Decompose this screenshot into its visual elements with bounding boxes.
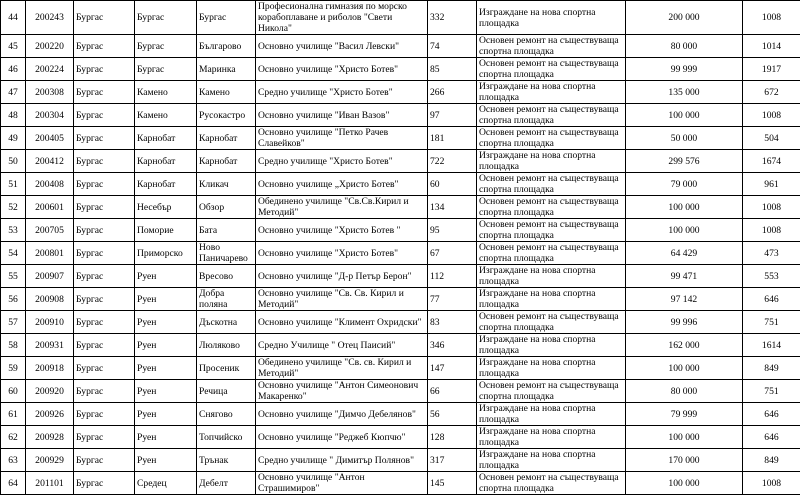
settlement-cell: Камено <box>197 81 256 104</box>
amount-cell: 99 471 <box>626 265 743 288</box>
school-code-cell: 200931 <box>26 334 74 357</box>
students-cell: 147 <box>428 357 477 380</box>
municipality-cell: Камено <box>135 81 197 104</box>
activity-cell: Изграждане на нова спортна площадка <box>477 288 626 311</box>
table-row <box>1 472 800 495</box>
students-cell: 346 <box>428 334 477 357</box>
amount-cell: 162 000 <box>626 334 743 357</box>
row-number-cell: 48 <box>1 104 26 127</box>
count-cell: 751 <box>743 311 800 334</box>
municipality-cell: Приморско <box>135 242 197 265</box>
region-cell: Бургас <box>74 196 135 219</box>
amount-cell: 99 999 <box>626 58 743 81</box>
region-cell: Бургас <box>74 219 135 242</box>
school-name-cell: Професионална гимназия по морско корабоплаване и риболов "Свети Никола" <box>256 1 428 35</box>
municipality-cell: Карнобат <box>135 127 197 150</box>
settlement-cell: Русокастро <box>197 104 256 127</box>
activity-cell: Изграждане на нова спортна площадка <box>477 150 626 173</box>
municipality-cell: Бургас <box>135 1 197 35</box>
school-code-cell: 200405 <box>26 127 74 150</box>
activity-cell: Основен ремонт на съществуваща спортна площадка <box>477 380 626 403</box>
settlement-cell: Маринка <box>197 58 256 81</box>
school-code-cell: 200220 <box>26 35 74 58</box>
students-cell: 722 <box>428 150 477 173</box>
settlement-cell: Карнобат <box>197 150 256 173</box>
row-number-cell: 44 <box>1 1 26 35</box>
amount-cell: 100 000 <box>626 426 743 449</box>
municipality-cell: Руен <box>135 265 197 288</box>
settlement-cell: Трънак <box>197 449 256 472</box>
school-name-cell: Основно училище "Климент Охридски" <box>256 311 428 334</box>
school-code-cell: 200920 <box>26 380 74 403</box>
settlement-cell: Ново Паничарево <box>197 242 256 265</box>
students-cell: 266 <box>428 81 477 104</box>
table-row <box>1 311 800 334</box>
activity-cell: Основен ремонт на съществуваща спортна площадка <box>477 104 626 127</box>
school-code-cell: 200408 <box>26 173 74 196</box>
region-cell: Бургас <box>74 472 135 495</box>
table-row <box>1 150 800 173</box>
region-cell: Бургас <box>74 242 135 265</box>
table-row <box>1 196 800 219</box>
table-row <box>1 449 800 472</box>
activity-cell: Основен ремонт на съществуваща спортна площадка <box>477 127 626 150</box>
row-number-cell: 60 <box>1 380 26 403</box>
amount-cell: 100 000 <box>626 219 743 242</box>
table-row <box>1 380 800 403</box>
table-row <box>1 265 800 288</box>
settlement-cell: Топчийско <box>197 426 256 449</box>
amount-cell: 97 142 <box>626 288 743 311</box>
region-cell: Бургас <box>74 403 135 426</box>
row-number-cell: 55 <box>1 265 26 288</box>
row-number-cell: 47 <box>1 81 26 104</box>
settlement-cell: Дъскотна <box>197 311 256 334</box>
settlement-cell: Бургас <box>197 1 256 35</box>
amount-cell: 79 000 <box>626 173 743 196</box>
count-cell: 849 <box>743 357 800 380</box>
count-cell: 751 <box>743 380 800 403</box>
school-code-cell: 200908 <box>26 288 74 311</box>
region-cell: Бургас <box>74 58 135 81</box>
students-cell: 332 <box>428 1 477 35</box>
school-code-cell: 200910 <box>26 311 74 334</box>
table-row <box>1 81 800 104</box>
amount-cell: 64 429 <box>626 242 743 265</box>
school-name-cell: Основно училище "Христо Ботев " <box>256 219 428 242</box>
students-cell: 77 <box>428 288 477 311</box>
settlement-cell: Дебелт <box>197 472 256 495</box>
count-cell: 672 <box>743 81 800 104</box>
count-cell: 849 <box>743 449 800 472</box>
school-name-cell: Основно училище "Св. Св. Кирил и Методий" <box>256 288 428 311</box>
settlement-cell: Кликач <box>197 173 256 196</box>
region-cell: Бургас <box>74 334 135 357</box>
municipality-cell: Средец <box>135 472 197 495</box>
amount-cell: 170 000 <box>626 449 743 472</box>
row-number-cell: 57 <box>1 311 26 334</box>
count-cell: 1008 <box>743 472 800 495</box>
activity-cell: Изграждане на нова спортна площадка <box>477 403 626 426</box>
school-code-cell: 200243 <box>26 1 74 35</box>
row-number-cell: 46 <box>1 58 26 81</box>
municipality-cell: Руен <box>135 426 197 449</box>
school-code-cell: 200926 <box>26 403 74 426</box>
school-name-cell: Основно училище "Антон Симеонович Макаренко" <box>256 380 428 403</box>
municipality-cell: Несебър <box>135 196 197 219</box>
table-row <box>1 426 800 449</box>
table-row <box>1 127 800 150</box>
row-number-cell: 53 <box>1 219 26 242</box>
count-cell: 646 <box>743 426 800 449</box>
school-code-cell: 200801 <box>26 242 74 265</box>
table-row <box>1 173 800 196</box>
row-number-cell: 64 <box>1 472 26 495</box>
municipality-cell: Руен <box>135 334 197 357</box>
students-cell: 317 <box>428 449 477 472</box>
activity-cell: Изграждане на нова спортна площадка <box>477 449 626 472</box>
count-cell: 1917 <box>743 58 800 81</box>
school-code-cell: 200918 <box>26 357 74 380</box>
count-cell: 1614 <box>743 334 800 357</box>
activity-cell: Изграждане на нова спортна площадка <box>477 334 626 357</box>
amount-cell: 80 000 <box>626 35 743 58</box>
region-cell: Бургас <box>74 311 135 334</box>
school-name-cell: Основно училище "Антон Страшимиров" <box>256 472 428 495</box>
row-number-cell: 61 <box>1 403 26 426</box>
row-number-cell: 59 <box>1 357 26 380</box>
row-number-cell: 45 <box>1 35 26 58</box>
amount-cell: 80 000 <box>626 380 743 403</box>
amount-cell: 100 000 <box>626 196 743 219</box>
students-cell: 134 <box>428 196 477 219</box>
row-number-cell: 63 <box>1 449 26 472</box>
municipality-cell: Руен <box>135 380 197 403</box>
settlement-cell: Българово <box>197 35 256 58</box>
row-number-cell: 50 <box>1 150 26 173</box>
students-cell: 85 <box>428 58 477 81</box>
school-code-cell: 200412 <box>26 150 74 173</box>
region-cell: Бургас <box>74 150 135 173</box>
count-cell: 473 <box>743 242 800 265</box>
school-name-cell: Средно училище " Димитър Полянов" <box>256 449 428 472</box>
activity-cell: Изграждане на нова спортна площадка <box>477 81 626 104</box>
municipality-cell: Бургас <box>135 58 197 81</box>
amount-cell: 299 576 <box>626 150 743 173</box>
activity-cell: Основен ремонт на съществуваща спортна площадка <box>477 472 626 495</box>
activity-cell: Изграждане на нова спортна площадка <box>477 1 626 35</box>
region-cell: Бургас <box>74 1 135 35</box>
count-cell: 1008 <box>743 219 800 242</box>
amount-cell: 135 000 <box>626 81 743 104</box>
students-cell: 145 <box>428 472 477 495</box>
region-cell: Бургас <box>74 104 135 127</box>
students-cell: 128 <box>428 426 477 449</box>
table-row <box>1 334 800 357</box>
region-cell: Бургас <box>74 127 135 150</box>
students-cell: 56 <box>428 403 477 426</box>
amount-cell: 100 000 <box>626 472 743 495</box>
school-code-cell: 201101 <box>26 472 74 495</box>
amount-cell: 100 000 <box>626 357 743 380</box>
school-name-cell: Обединено училище "Св. св. Кирил и Методий" <box>256 357 428 380</box>
count-cell: 1008 <box>743 104 800 127</box>
students-cell: 181 <box>428 127 477 150</box>
row-number-cell: 49 <box>1 127 26 150</box>
row-number-cell: 52 <box>1 196 26 219</box>
school-name-cell: Основно училище "Васил Левски" <box>256 35 428 58</box>
students-cell: 112 <box>428 265 477 288</box>
region-cell: Бургас <box>74 265 135 288</box>
municipality-cell: Карнобат <box>135 173 197 196</box>
school-code-cell: 200304 <box>26 104 74 127</box>
activity-cell: Основен ремонт на съществуваща спортна площадка <box>477 35 626 58</box>
amount-cell: 100 000 <box>626 104 743 127</box>
table-row <box>1 219 800 242</box>
count-cell: 1008 <box>743 196 800 219</box>
table-body <box>1 1 800 495</box>
school-name-cell: Основно училище "Христо Ботев" <box>256 242 428 265</box>
municipality-cell: Поморие <box>135 219 197 242</box>
region-cell: Бургас <box>74 449 135 472</box>
school-name-cell: Основно училище "Иван Вазов" <box>256 104 428 127</box>
row-number-cell: 54 <box>1 242 26 265</box>
amount-cell: 50 000 <box>626 127 743 150</box>
school-name-cell: Основно училище "Петко Рачев Славейков" <box>256 127 428 150</box>
row-number-cell: 62 <box>1 426 26 449</box>
school-name-cell: Основно училище "Христо Ботев" <box>256 58 428 81</box>
count-cell: 504 <box>743 127 800 150</box>
settlement-cell: Бата <box>197 219 256 242</box>
count-cell: 646 <box>743 288 800 311</box>
activity-cell: Изграждане на нова спортна площадка <box>477 265 626 288</box>
school-name-cell: Обединено училище "Св.Св.Кирил и Методий" <box>256 196 428 219</box>
count-cell: 1008 <box>743 1 800 35</box>
activity-cell: Изграждане на нова спортна площадка <box>477 357 626 380</box>
school-code-cell: 200308 <box>26 81 74 104</box>
table-row <box>1 1 800 35</box>
school-code-cell: 200601 <box>26 196 74 219</box>
settlement-cell: Вресово <box>197 265 256 288</box>
students-cell: 60 <box>428 173 477 196</box>
settlement-cell: Люляково <box>197 334 256 357</box>
students-cell: 67 <box>428 242 477 265</box>
count-cell: 646 <box>743 403 800 426</box>
municipality-cell: Бургас <box>135 35 197 58</box>
activity-cell: Изграждане на нова спортна площадка <box>477 426 626 449</box>
row-number-cell: 58 <box>1 334 26 357</box>
settlement-cell: Снягово <box>197 403 256 426</box>
count-cell: 553 <box>743 265 800 288</box>
students-cell: 74 <box>428 35 477 58</box>
table-row <box>1 357 800 380</box>
settlement-cell: Добра поляна <box>197 288 256 311</box>
region-cell: Бургас <box>74 357 135 380</box>
table-row <box>1 104 800 127</box>
activity-cell: Основен ремонт на съществуваща спортна площадка <box>477 242 626 265</box>
region-cell: Бургас <box>74 173 135 196</box>
activity-cell: Основен ремонт на съществуваща спортна площадка <box>477 58 626 81</box>
school-name-cell: Основно училище „Христо Ботев" <box>256 173 428 196</box>
row-number-cell: 51 <box>1 173 26 196</box>
settlement-cell: Речица <box>197 380 256 403</box>
school-code-cell: 200929 <box>26 449 74 472</box>
count-cell: 1014 <box>743 35 800 58</box>
region-cell: Бургас <box>74 35 135 58</box>
settlement-cell: Просеник <box>197 357 256 380</box>
students-cell: 83 <box>428 311 477 334</box>
region-cell: Бургас <box>74 81 135 104</box>
municipality-cell: Руен <box>135 449 197 472</box>
school-name-cell: Основно училище "Димчо Дебелянов" <box>256 403 428 426</box>
school-code-cell: 200224 <box>26 58 74 81</box>
students-cell: 97 <box>428 104 477 127</box>
municipality-cell: Карнобат <box>135 150 197 173</box>
activity-cell: Основен ремонт на съществуваща спортна площадка <box>477 173 626 196</box>
table-row <box>1 403 800 426</box>
row-number-cell: 56 <box>1 288 26 311</box>
school-name-cell: Средно Училище " Отец Паисий" <box>256 334 428 357</box>
table-row <box>1 288 800 311</box>
municipality-cell: Руен <box>135 357 197 380</box>
region-cell: Бургас <box>74 380 135 403</box>
school-code-cell: 200705 <box>26 219 74 242</box>
municipality-cell: Руен <box>135 288 197 311</box>
activity-cell: Основен ремонт на съществуваща спортна площадка <box>477 196 626 219</box>
count-cell: 1674 <box>743 150 800 173</box>
students-cell: 95 <box>428 219 477 242</box>
table-row <box>1 242 800 265</box>
amount-cell: 79 999 <box>626 403 743 426</box>
municipality-cell: Камено <box>135 104 197 127</box>
count-cell: 961 <box>743 173 800 196</box>
school-code-cell: 200907 <box>26 265 74 288</box>
municipality-cell: Руен <box>135 311 197 334</box>
amount-cell: 99 996 <box>626 311 743 334</box>
table-row <box>1 35 800 58</box>
students-cell: 66 <box>428 380 477 403</box>
amount-cell: 200 000 <box>626 1 743 35</box>
school-name-cell: Основно училище "Реджеб Кюпчю" <box>256 426 428 449</box>
activity-cell: Основен ремонт на съществуваща спортна площадка <box>477 311 626 334</box>
school-name-cell: Средно училище "Христо Ботев" <box>256 150 428 173</box>
school-name-cell: Основно училище "Д-р Петър Берон" <box>256 265 428 288</box>
activity-cell: Основен ремонт на съществуваща спортна площадка <box>477 219 626 242</box>
settlement-cell: Обзор <box>197 196 256 219</box>
table-row <box>1 58 800 81</box>
region-cell: Бургас <box>74 288 135 311</box>
municipality-cell: Руен <box>135 403 197 426</box>
school-name-cell: Средно училище "Христо Ботев" <box>256 81 428 104</box>
settlement-cell: Карнобат <box>197 127 256 150</box>
region-cell: Бургас <box>74 426 135 449</box>
school-code-cell: 200928 <box>26 426 74 449</box>
